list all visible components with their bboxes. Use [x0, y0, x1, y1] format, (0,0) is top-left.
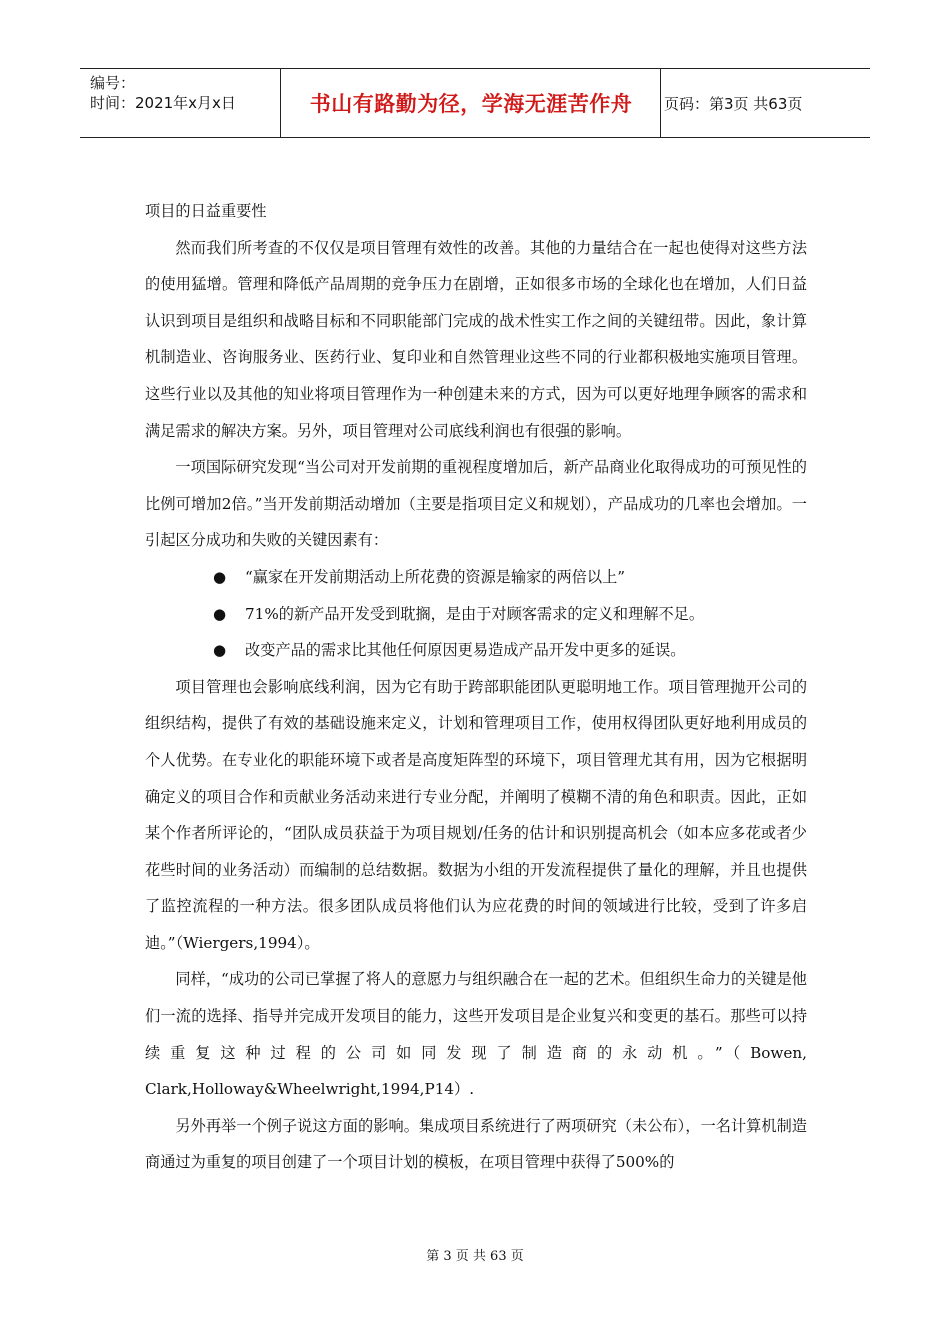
header-motto: 书山有路勤为径，学海无涯苦作舟: [309, 92, 633, 116]
section-title: 项目的日益重要性: [145, 202, 267, 220]
document-date: 时间：2021年x月x日: [90, 94, 236, 112]
header-meta: [90, 73, 280, 113]
document-number: 编号：: [90, 74, 136, 92]
bullet-icon: ●: [213, 641, 227, 660]
list-item: [145, 632, 807, 669]
list-item-text: 71%的新产品开发受到耽搁，是由于对顾客需求的定义和理解不足。: [245, 604, 705, 623]
bullet-icon: ●: [213, 604, 227, 623]
paragraph: 然而我们所考查的不仅仅是项目管理有效性的改善。其他的力量结合在一起也使得对这些方法的使用猛增。管理和降低产品周期的竞争压力在剧增，正如很多市场的全球化也在增加，人们日益认识到项目是组织和战略目标和不同职能部门完成的战术性实工作之间的关键纽带。因此，象计算机制造业、咨询服务业、医药行业、复印业和自然管理业这些不同的行业都积极地实施项目管理。这些行业以及其他的知业将项目管理作为一种创建未来的方式，因为可以更好地理争顾客的需求和满足需求的解决方案。另外，项目管理对公司底线利润也有很强的影响。: [145, 238, 807, 440]
list-item: [145, 559, 807, 596]
header-page-info: 页码：第3页 共63页: [664, 94, 803, 113]
bullet-icon: ●: [213, 567, 227, 586]
paragraph: 项目管理也会影响底线利润，因为它有助于跨部职能团队更聪明地工作。项目管理抛开公司的组织结构，提供了有效的基础设施来定义，计划和管理项目工作，使用权得团队更好地利用成员的个人优势。在专业化的职能环境下或者是高度矩阵型的环境下，项目管理尤其有用，因为它根据明确定义的项目合作和贡献业务活动来进行专业分配，并阐明了模糊不清的角色和职责。因此，正如某个作者所评论的，“团队成员获益于为项目规划/任务的估计和识别提高机会（如本应多花或者少花些时间的业务活动）而编制的总结数据。数据为小组的开发流程提供了量化的理解，并且也提供了监控流程的一种方法。很多团队成员将他们认为应花费的时间的领域进行比较，受到了许多启迪。”（Wiergers,1994）。: [145, 677, 807, 952]
list-item: [145, 596, 807, 633]
header-divider: [660, 69, 661, 137]
paragraph: 一项国际研究发现“当公司对开发前期的重视程度增加后，新产品商业化取得成功的可预见性的比例可增加2倍。”当开发前期活动增加（主要是指项目定义和规划），产品成功的几率也会增加。一引起区分成功和失败的关键因素有：: [145, 458, 807, 550]
page-footer: 第 3 页 共 63 页: [426, 1249, 524, 1264]
paragraph: 同样，“成功的公司已掌握了将人的意愿力与组织融合在一起的艺术。但组织生命力的关键是他们一流的选择、指导并完成开发项目的能力，这些开发项目是企业复兴和变更的基石。那些可以持续重复这种过程的公司如同发现了制造商的永动机。”（Bowen, Clark,Holloway&Wheelwright,1994,P14）.: [145, 970, 807, 1099]
paragraph: 另外再举一个例子说这方面的影响。集成项目系统进行了两项研究（未公布），一名计算机制造商通过为重复的项目创建了一个项目计划的模板，在项目管理中获得了500%的: [145, 1116, 807, 1172]
list-item-text: 改变产品的需求比其他任何原因更易造成产品开发中更多的延误。: [245, 641, 686, 660]
page-header: [80, 68, 870, 138]
document-body: [145, 193, 807, 1181]
header-divider: [280, 69, 281, 137]
list-item-text: “赢家在开发前期活动上所花费的资源是输家的两倍以上”: [245, 567, 626, 586]
